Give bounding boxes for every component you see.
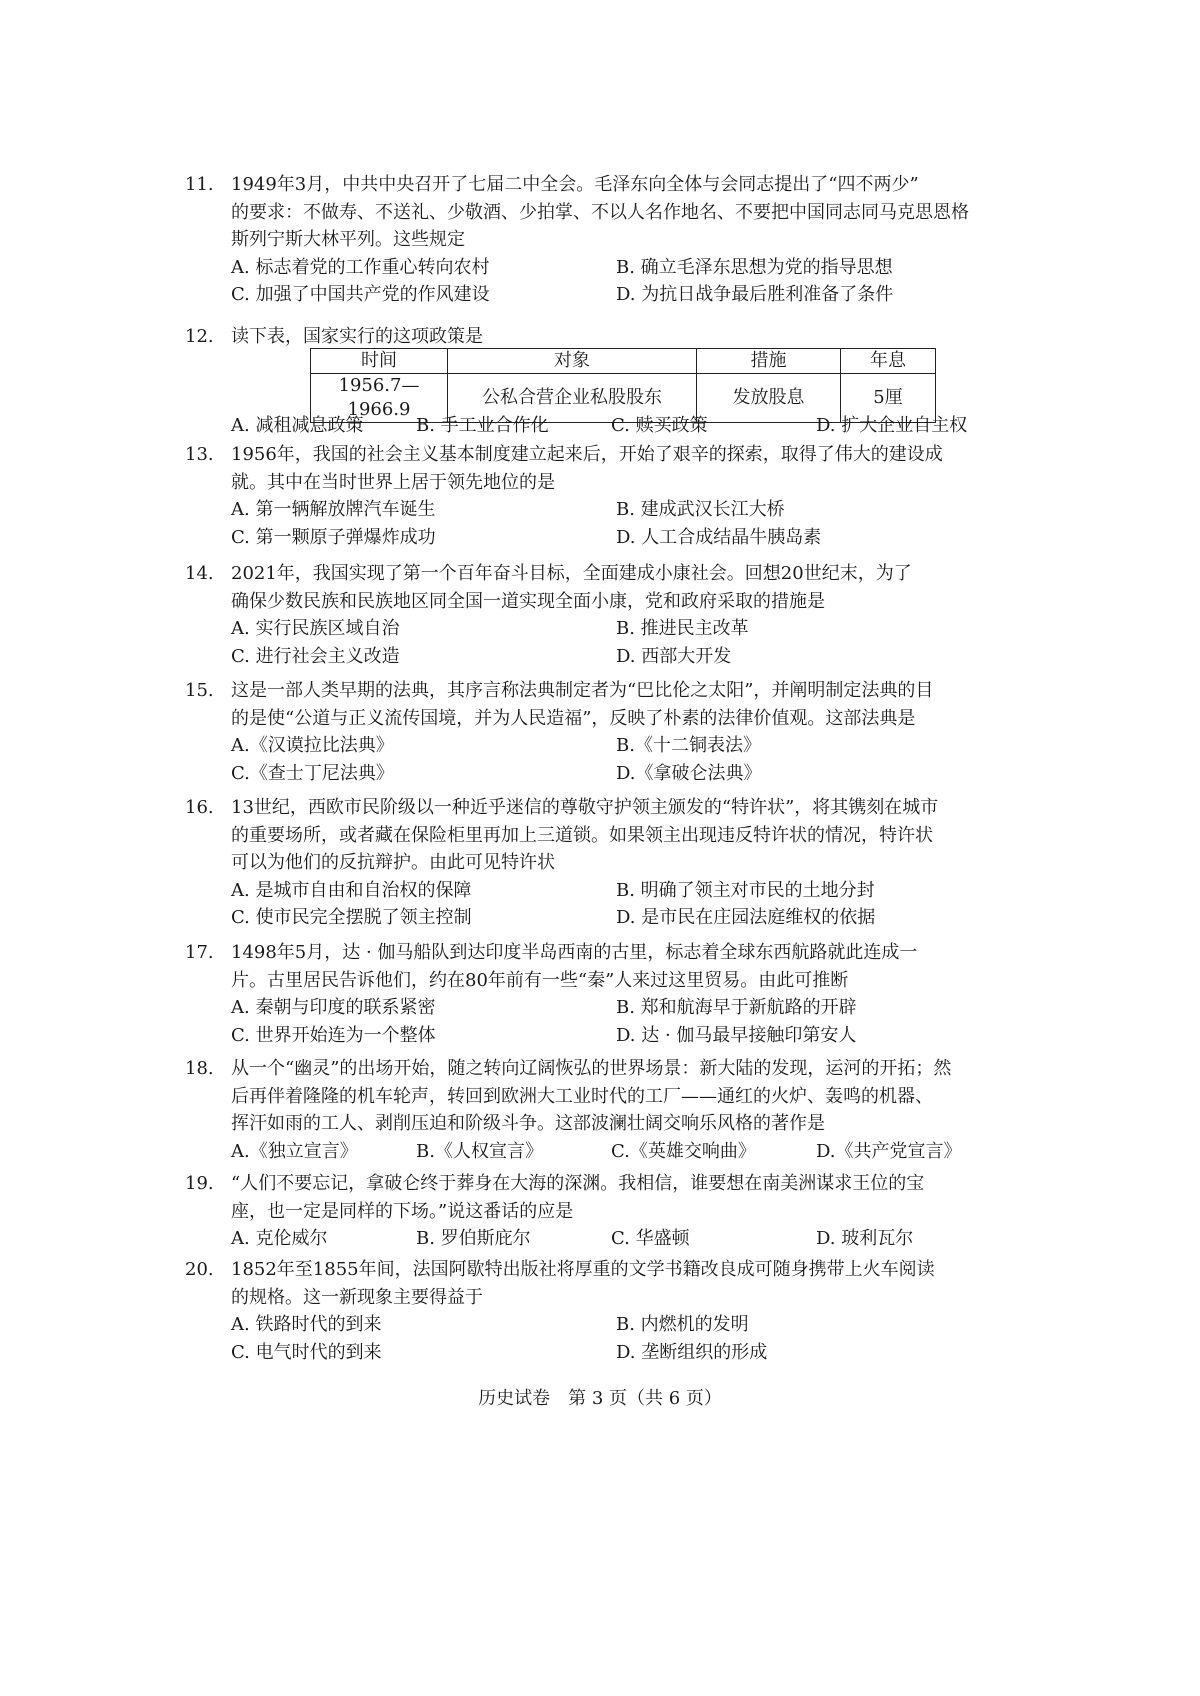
- question-number: 14.: [185, 563, 214, 584]
- options: [185, 615, 1035, 670]
- question-12: [185, 323, 1035, 351]
- question-stem-line: 1498年5月，达 · 伽马船队到达印度半岛西南的古里，标志着全球东西航路就此连成一: [231, 942, 918, 963]
- option-a: A. 标志着党的工作重心转向农村: [231, 256, 490, 278]
- question-14: [185, 560, 1035, 670]
- option-a: A. 实行民族区域自治: [231, 618, 400, 640]
- question-number: 19.: [185, 1173, 214, 1194]
- option-a: A. 铁路时代的到来: [231, 1314, 382, 1336]
- options: [185, 496, 1035, 551]
- option-b: B. 罗伯斯庇尔: [416, 1228, 531, 1250]
- question-stem-line: 的是使“公道与正义流传国境，并为人民造福”，反映了朴素的法律价值观。这部法典是: [231, 707, 916, 729]
- question-stem-line: 可以为他们的反抗辩护。由此可见特许状: [231, 852, 555, 874]
- table-cell: 公私合营企业私股股东: [448, 374, 697, 423]
- option-a: A. 秦朝与印度的联系紧密: [231, 997, 436, 1019]
- question-stem-line: 13世纪，西欧市民阶级以一种近乎迷信的尊敬守护领主颁发的“特许状”，将其镌刻在城市: [231, 797, 939, 818]
- options: [185, 1225, 1035, 1253]
- option-b: B. 建成武汉长江大桥: [616, 499, 785, 521]
- question-stem-line: 的要求：不做寿、不送礼、少敬酒、少拍掌、不以人名作地名、不要把中国同志同马克思恩格: [231, 201, 969, 223]
- question-17: [185, 939, 1035, 1049]
- question-stem-line: 的重要场所，或者藏在保险柜里再加上三道锁。如果领主出现违反特许状的情况，特许状: [231, 824, 933, 846]
- question-20: [185, 1256, 1035, 1366]
- option-b: B.《十二铜表法》: [616, 735, 761, 757]
- options: [185, 877, 1035, 932]
- option-b: B. 内燃机的发明: [616, 1314, 749, 1336]
- option-c: C. 进行社会主义改造: [231, 645, 400, 667]
- question-stem-line: 2021年，我国实现了第一个百年奋斗目标，全面建成小康社会。回想20世纪末，为了: [231, 563, 912, 584]
- page-footer: 历史试卷 第 3 页（共 6 页）: [478, 1388, 722, 1409]
- option-c: C. 第一颗原子弹爆炸成功: [231, 526, 436, 548]
- option-d: D. 西部大开发: [616, 645, 732, 667]
- option-a: A. 是城市自由和自治权的保障: [231, 879, 472, 901]
- question-stem-line: 就。其中在当时世界上居于领先地位的是: [231, 471, 555, 493]
- question-number: 13.: [185, 444, 214, 465]
- question-stem-line: “人们不要忘记，拿破仑终于葬身在大海的深渊。我相信，谁要想在南美洲谋求王位的宝: [231, 1173, 925, 1194]
- options: [185, 254, 1035, 309]
- question-18: [185, 1055, 1035, 1165]
- question-stem-line: 1852年至1855年间，法国阿歇特出版社将厚重的文学书籍改良成可随身携带上火车阅读: [231, 1259, 935, 1280]
- question-number: 16.: [185, 797, 214, 818]
- question-15: [185, 677, 1035, 787]
- option-b: B. 郑和航海早于新航路的开辟: [616, 997, 857, 1019]
- question-stem-line: 后再伴着隆隆的机车轮声，转回到欧洲大工业时代的工厂——通红的火炉、轰鸣的机器、: [231, 1085, 933, 1107]
- table-cell: 1956.7—1966.9: [311, 374, 448, 423]
- options: [185, 994, 1035, 1049]
- question-number: 11.: [185, 174, 214, 195]
- options: [185, 1138, 1035, 1166]
- option-d: D. 达 · 伽马最早接触印第安人: [616, 1024, 857, 1046]
- question-13: [185, 441, 1035, 551]
- question-number: 15.: [185, 680, 214, 701]
- option-d: D. 扩大企业自主权: [816, 415, 968, 436]
- question-12-options: [185, 412, 1035, 440]
- option-c: C. 世界开始连为一个整体: [231, 1024, 436, 1046]
- option-b: B. 确立毛泽东思想为党的指导思想: [616, 256, 893, 278]
- option-d: D. 玻利瓦尔: [816, 1228, 914, 1250]
- question-11: [185, 171, 1035, 309]
- option-c: C.《查士丁尼法典》: [231, 762, 394, 784]
- option-d: D.《拿破仑法典》: [616, 762, 762, 784]
- question-19: [185, 1170, 1035, 1253]
- question-stem-line: 挥汗如雨的工人、剥削压迫和阶级斗争。这部波澜壮阔交响乐风格的著作是: [231, 1113, 825, 1135]
- question-number: 17.: [185, 942, 214, 963]
- options: [185, 732, 1035, 787]
- question-stem-line: 从一个“幽灵”的出场开始，随之转向辽阔恢弘的世界场景：新大陆的发现，运河的开拓；然: [231, 1058, 952, 1079]
- question-stem-line: 斯列宁斯大林平列。这些规定: [231, 229, 465, 251]
- option-d: D.《共产党宣言》: [816, 1140, 962, 1162]
- question-stem-line: 的规格。这一新现象主要得益于: [231, 1286, 483, 1308]
- option-a: A. 第一辆解放牌汽车诞生: [231, 499, 436, 521]
- question-16: [185, 794, 1035, 932]
- option-a: A. 减租减息政策: [231, 415, 364, 436]
- option-d: D. 人工合成结晶牛胰岛素: [616, 526, 822, 548]
- table-header: 时间: [311, 349, 448, 374]
- option-b: B. 手工业合作化: [416, 415, 549, 436]
- option-c: C. 华盛顿: [611, 1228, 690, 1250]
- option-a: A.《独立宣言》: [231, 1140, 358, 1162]
- option-c: C. 加强了中国共产党的作风建设: [231, 284, 490, 306]
- question-stem-line: 座，也一定是同样的下场。”说这番话的应是: [231, 1200, 574, 1222]
- option-c: C.《英雄交响曲》: [611, 1140, 756, 1162]
- option-b: B. 推进民主改革: [616, 618, 749, 640]
- option-a: A.《汉谟拉比法典》: [231, 735, 394, 757]
- options: [185, 1311, 1035, 1366]
- option-d: D. 为抗日战争最后胜利准备了条件: [616, 284, 894, 306]
- option-c: C. 赎买政策: [611, 415, 708, 436]
- options: [185, 412, 1035, 440]
- question-number: 12.: [185, 326, 214, 347]
- option-b: B. 明确了领主对市民的土地分封: [616, 879, 875, 901]
- table-header: 对象: [448, 349, 697, 374]
- table-header: 年息: [841, 349, 936, 374]
- table-cell: 5厘: [841, 374, 936, 423]
- question-stem-line: 这是一部人类早期的法典，其序言称法典制定者为“巴比伦之太阳”，并阐明制定法典的目: [231, 680, 934, 701]
- table-header: 措施: [697, 349, 841, 374]
- question-number: 18.: [185, 1058, 214, 1079]
- option-c: C. 使市民完全摆脱了领主控制: [231, 907, 472, 929]
- option-d: D. 是市民在庄园法庭维权的依据: [616, 907, 876, 929]
- question-stem-line: 读下表，国家实行的这项政策是: [231, 326, 483, 347]
- option-d: D. 垄断组织的形成: [616, 1341, 768, 1363]
- table-cell: 发放股息: [697, 374, 841, 423]
- option-a: A. 克伦威尔: [231, 1228, 328, 1250]
- table-header-row: [311, 349, 936, 374]
- question-number: 20.: [185, 1259, 214, 1280]
- question-stem-line: 确保少数民族和民族地区同全国一道实现全面小康，党和政府采取的措施是: [231, 590, 825, 612]
- question-stem-line: 1949年3月，中共中央召开了七届二中全会。毛泽东向全体与会同志提出了“四不两少”: [231, 174, 919, 195]
- question-stem-line: 1956年，我国的社会主义基本制度建立起来后，开始了艰辛的探索，取得了伟大的建设成: [231, 444, 943, 465]
- question-stem-line: 片。古里居民告诉他们，约在80年前有一些“秦”人来过这里贸易。由此可推断: [231, 969, 849, 991]
- option-b: B.《人权宣言》: [416, 1140, 543, 1162]
- option-c: C. 电气时代的到来: [231, 1341, 382, 1363]
